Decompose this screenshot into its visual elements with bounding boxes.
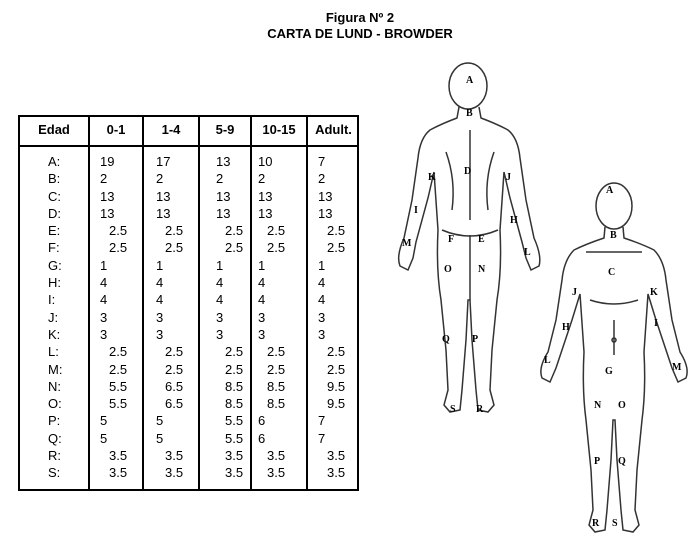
region-label: D: [464, 166, 472, 177]
region-label: H: [562, 322, 570, 333]
table-cell: 3.5: [327, 448, 346, 464]
region-label: M: [402, 238, 412, 249]
header-0-1: 0-1: [106, 122, 126, 137]
table-row: [20, 395, 357, 412]
table-cell: 2: [318, 171, 326, 187]
table-row: [20, 188, 357, 205]
table-cell: 4: [156, 275, 164, 291]
table-row: [20, 447, 357, 464]
table-cell: 4: [258, 292, 266, 308]
table-cell: 2.5: [327, 361, 346, 377]
table-row: [20, 326, 357, 343]
table-cell: 7: [318, 413, 326, 429]
table-body: [20, 153, 357, 482]
row-label: R:: [48, 448, 61, 464]
region-label: P: [594, 456, 601, 467]
region-label: Q: [442, 334, 450, 345]
table-cell: 2.5: [225, 223, 244, 239]
table-cell: 2.5: [109, 223, 128, 239]
region-label: K: [650, 287, 658, 298]
table-cell: 3: [258, 326, 266, 342]
table-cell: 5.5: [109, 396, 128, 412]
table-row: [20, 274, 357, 291]
table-row: [20, 205, 357, 222]
region-label: Q: [618, 456, 626, 467]
region-label: R: [476, 404, 484, 415]
table-cell: 4: [258, 275, 266, 291]
table-cell: 3.5: [267, 465, 286, 481]
table-cell: 2.5: [225, 240, 244, 256]
row-label: L:: [48, 344, 59, 360]
header-10-15: 10-15: [262, 122, 296, 137]
table-cell: 6: [258, 413, 266, 429]
table-row: [20, 291, 357, 308]
region-label: F: [448, 234, 455, 245]
region-label: S: [450, 404, 456, 415]
table-cell: 5.5: [225, 413, 244, 429]
row-label: G:: [48, 257, 62, 273]
table-cell: 5: [156, 430, 164, 446]
table-cell: 5: [100, 430, 108, 446]
table-cell: 2.5: [165, 240, 184, 256]
table-cell: 2: [156, 171, 164, 187]
table-cell: 13: [216, 188, 231, 204]
table-cell: 13: [100, 188, 115, 204]
region-label: S: [612, 518, 618, 529]
table-cell: 10: [258, 154, 273, 169]
table-cell: 2.5: [109, 344, 128, 360]
table-cell: 2: [100, 171, 108, 187]
table-cell: 13: [318, 205, 333, 221]
region-label: O: [618, 400, 626, 411]
lund-browder-table: [18, 115, 359, 491]
row-label: B:: [48, 171, 61, 187]
row-label: N:: [48, 378, 61, 394]
table-cell: 3.5: [267, 448, 286, 464]
table-cell: 6: [258, 430, 266, 446]
row-label: J:: [48, 309, 59, 325]
table-cell: 2: [216, 171, 224, 187]
header-adult: Adult.: [315, 122, 352, 137]
header-edad: Edad: [38, 122, 70, 137]
table-cell: 2.5: [327, 344, 346, 360]
region-label: B: [466, 108, 473, 119]
table-cell: 4: [100, 292, 108, 308]
table-cell: 2.5: [267, 344, 286, 360]
row-label: Q:: [48, 430, 62, 446]
table-cell: 3: [258, 309, 266, 325]
region-label: J: [506, 172, 511, 183]
table-cell: 6.5: [165, 396, 184, 412]
region-label: K: [428, 172, 436, 183]
table-row: [20, 378, 357, 395]
row-label: A:: [48, 154, 61, 169]
table-cell: 7: [318, 154, 326, 169]
table-cell: 3: [156, 326, 164, 342]
table-cell: 19: [100, 154, 115, 169]
region-label: B: [610, 230, 617, 241]
table-cell: 2.5: [109, 361, 128, 377]
table-cell: 2.5: [109, 240, 128, 256]
region-label: P: [472, 334, 479, 345]
table-cell: 8.5: [267, 378, 286, 394]
table-cell: 2.5: [165, 344, 184, 360]
table-cell: 8.5: [267, 396, 286, 412]
table-cell: 3: [100, 309, 108, 325]
back-body-figure: [386, 60, 558, 430]
region-label: J: [572, 287, 577, 298]
region-label: C: [608, 267, 616, 278]
table-cell: 2.5: [267, 223, 286, 239]
row-label: E:: [48, 223, 61, 239]
region-label: N: [478, 264, 486, 275]
table-row: [20, 430, 357, 447]
table-cell: 13: [100, 205, 115, 221]
table-cell: 3.5: [327, 465, 346, 481]
table-cell: 5.5: [109, 378, 128, 394]
table-cell: 17: [156, 154, 171, 169]
table-cell: 2.5: [225, 361, 244, 377]
table-row: [20, 464, 357, 481]
table-cell: 3: [156, 309, 164, 325]
table-row: [20, 343, 357, 360]
table-row: [20, 153, 357, 170]
table-cell: 9.5: [327, 396, 346, 412]
region-label: I: [654, 318, 658, 329]
table-cell: 2.5: [267, 361, 286, 377]
table-cell: 9.5: [327, 378, 346, 394]
row-label: S:: [48, 465, 61, 481]
table-row: [20, 361, 357, 378]
table-row: [20, 309, 357, 326]
figure-title: Figura Nº 2: [325, 10, 395, 25]
front-body-figure: [534, 180, 699, 542]
table-cell: 13: [216, 154, 231, 169]
table-cell: 3.5: [165, 465, 184, 481]
table-cell: 5: [156, 413, 164, 429]
region-label: L: [544, 355, 551, 366]
table-cell: 13: [156, 205, 171, 221]
table-cell: 2.5: [225, 344, 244, 360]
table-cell: 4: [216, 275, 224, 291]
region-label: H: [510, 215, 518, 226]
table-cell: 4: [216, 292, 224, 308]
table-cell: 3.5: [225, 448, 244, 464]
table-cell: 2.5: [327, 223, 346, 239]
region-label: M: [672, 362, 682, 373]
table-row: [20, 222, 357, 239]
table-cell: 13: [258, 205, 273, 221]
table-cell: 3.5: [109, 448, 128, 464]
table-cell: 3: [318, 326, 326, 342]
table-cell: 13: [216, 205, 231, 221]
table-cell: 3: [216, 326, 224, 342]
row-label: K:: [48, 326, 61, 342]
front-figure-labels: [544, 185, 682, 529]
table-cell: 13: [318, 188, 333, 204]
table-cell: 1: [216, 257, 224, 273]
table-row: [20, 170, 357, 187]
row-label: P:: [48, 413, 61, 429]
back-figure-labels: [402, 75, 531, 415]
region-label: I: [414, 205, 418, 216]
table-cell: 2.5: [165, 361, 184, 377]
table-cell: 8.5: [225, 378, 244, 394]
region-label: R: [592, 518, 600, 529]
row-label: H:: [48, 275, 61, 291]
table-cell: 8.5: [225, 396, 244, 412]
row-label: D:: [48, 205, 61, 221]
region-label: E: [478, 234, 485, 245]
table-cell: 5.5: [225, 430, 244, 446]
region-label: N: [594, 400, 602, 411]
row-label: I:: [48, 292, 56, 308]
table-cell: 2.5: [165, 223, 184, 239]
chart-subtitle: CARTA DE LUND - BROWDER: [267, 26, 453, 41]
region-label: A: [466, 75, 474, 86]
table-cell: 1: [318, 257, 326, 273]
table-cell: 4: [318, 275, 326, 291]
row-label: M:: [48, 361, 63, 377]
table-row: [20, 239, 357, 256]
region-label: O: [444, 264, 452, 275]
table-cell: 2: [258, 171, 266, 187]
region-label: L: [524, 247, 531, 258]
table-cell: 6.5: [165, 378, 184, 394]
table-cell: 4: [318, 292, 326, 308]
table-cell: 3.5: [225, 465, 244, 481]
table-cell: 4: [156, 292, 164, 308]
table-cell: 13: [156, 188, 171, 204]
table-cell: 3.5: [165, 448, 184, 464]
table-cell: 13: [258, 188, 273, 204]
table-cell: 2.5: [267, 240, 286, 256]
table-cell: 3.5: [109, 465, 128, 481]
header-5-9: 5-9: [215, 122, 235, 137]
table-cell: 4: [100, 275, 108, 291]
table-cell: 1: [258, 257, 266, 273]
table-cell: 3: [100, 326, 108, 342]
table-row: [20, 412, 357, 429]
header-1-4: 1-4: [161, 122, 181, 137]
region-label: G: [605, 366, 613, 377]
table-cell: 3: [318, 309, 326, 325]
row-label: C:: [48, 188, 61, 204]
table-cell: 5: [100, 413, 108, 429]
table-row: [20, 257, 357, 274]
table-cell: 1: [156, 257, 164, 273]
region-label: A: [606, 185, 614, 196]
table-cell: 3: [216, 309, 224, 325]
table-cell: 1: [100, 257, 108, 273]
row-label: O:: [48, 396, 62, 412]
row-label: F:: [48, 240, 60, 256]
table-cell: 2.5: [327, 240, 346, 256]
table-cell: 7: [318, 430, 326, 446]
